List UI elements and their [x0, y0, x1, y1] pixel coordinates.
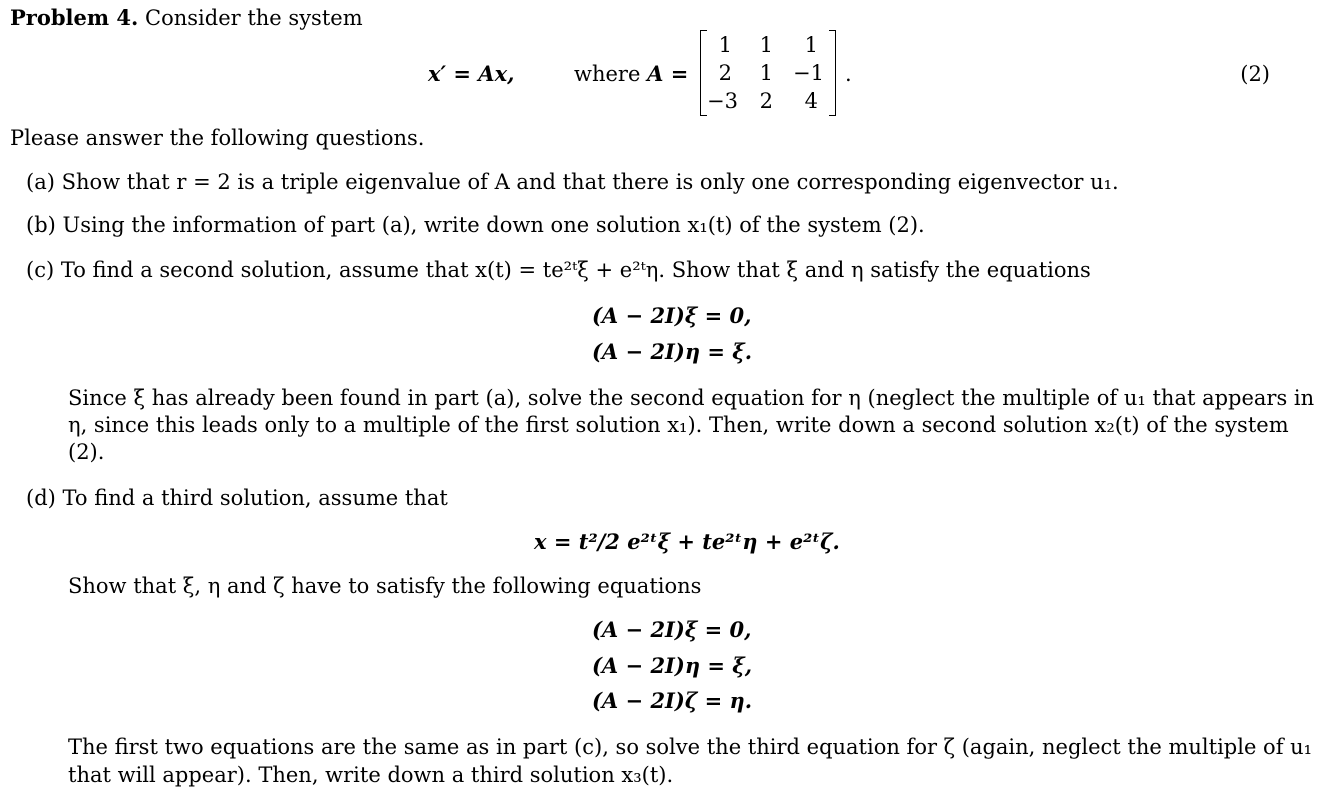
system-where	[574, 60, 688, 88]
questions-prompt: Please answer the following questions.	[10, 126, 425, 150]
system-lhs: x′ = Ax,	[428, 61, 515, 86]
part-c-eq1: (A − 2I)ξ = 0,	[592, 303, 752, 328]
part-d-para-1: The first two equations are the same as in part (c), so solve the third equation for ζ (again, neglect the multiple of u₁	[68, 735, 1313, 759]
part-d-eq1: (A − 2I)ξ = 0,	[592, 617, 752, 642]
part-d-label: (d)	[26, 486, 56, 510]
part-c	[26, 256, 1091, 284]
part-b-text: Using the information of part (a), write down one solution x₁(t) of the system (2).	[62, 213, 925, 237]
matrix-cell: 1	[804, 33, 818, 57]
part-d-text: To find a third solution, assume that	[62, 486, 448, 510]
part-c-para-1: Since ξ has already been found in part (a), solve the second equation for η (neglect the multiple of u₁ that appears in	[68, 386, 1315, 410]
part-a-text: Show that r = 2 is a triple eigenvalue of A and that there is only one corresponding eigenvector u₁.	[61, 170, 1119, 194]
part-d-show: Show that ξ, η and ζ have to satisfy the following equations	[68, 574, 702, 598]
matrix-cell: −3	[707, 89, 738, 113]
part-c-para-2: η, since this leads only to a multiple of the first solution x₁). Then, write down a second solution x₂(t) of the system	[68, 413, 1289, 437]
part-d	[26, 484, 448, 512]
matrix-cell: 2	[718, 61, 732, 85]
matrix-cell: 1	[759, 61, 773, 85]
part-d-eq2: (A − 2I)η = ξ,	[592, 653, 753, 678]
matrix-right-bracket	[829, 30, 836, 116]
part-c-para-3: (2).	[68, 440, 105, 464]
matrix-cell: −1	[793, 61, 824, 85]
part-a	[26, 168, 1119, 196]
matrix-cell: 4	[804, 89, 818, 113]
matrix-A	[700, 30, 836, 116]
equation-number: (2)	[1240, 62, 1270, 86]
problem-heading: Problem 4.	[10, 5, 139, 30]
system-where-word: where	[574, 62, 641, 86]
part-d-main-equation: x = t²/2 e²ᵗξ + te²ᵗη + e²ᵗζ.	[534, 529, 840, 554]
problem-heading-line	[10, 4, 363, 32]
part-b	[26, 211, 925, 239]
part-c-eq2: (A − 2I)η = ξ.	[592, 339, 753, 364]
part-d-eq3: (A − 2I)ζ = η.	[592, 688, 753, 713]
system-trailing: .	[845, 62, 852, 86]
part-c-text: To find a second solution, assume that x(t) = te²ᵗξ + e²ᵗη. Show that ξ and η satisfy the equations	[60, 258, 1091, 282]
matrix-cell: 1	[718, 33, 732, 57]
system-A-eq: A =	[647, 61, 689, 86]
part-a-label: (a)	[26, 170, 55, 194]
part-c-label: (c)	[26, 258, 55, 282]
part-d-para-2: that will appear). Then, write down a third solution x₃(t).	[68, 763, 674, 787]
problem-intro: Consider the system	[145, 6, 363, 30]
matrix-cell: 1	[759, 33, 773, 57]
matrix-cell: 2	[759, 89, 773, 113]
part-b-label: (b)	[26, 213, 56, 237]
